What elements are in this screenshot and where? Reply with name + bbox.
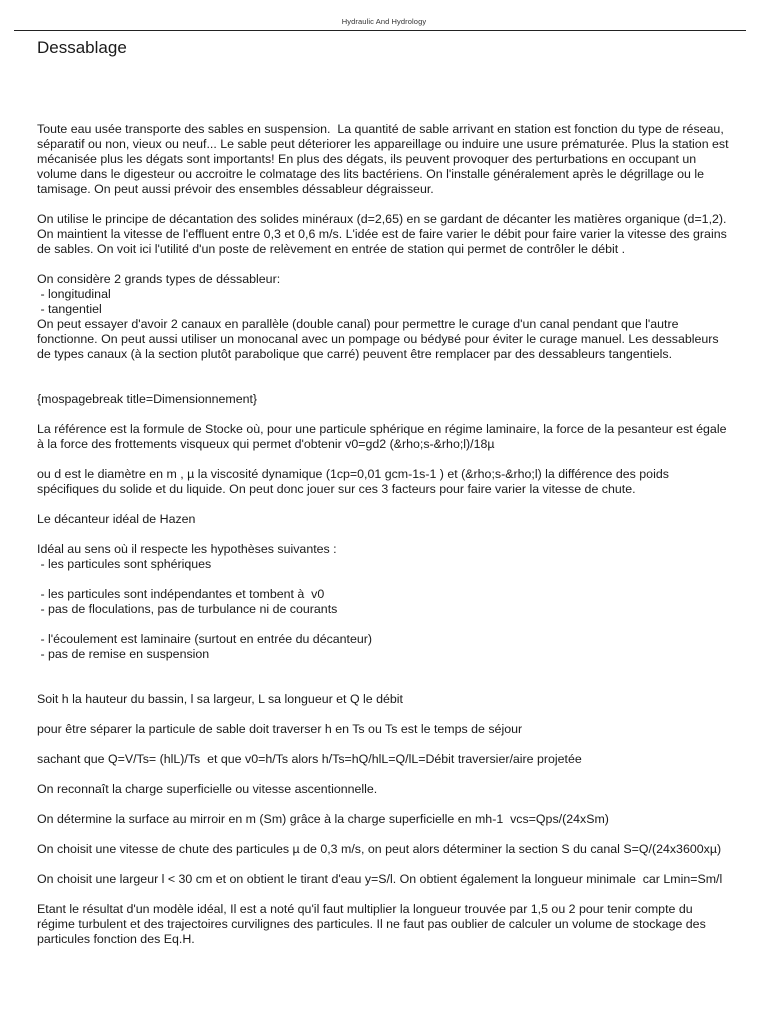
page-title: Dessablage xyxy=(37,38,127,57)
paragraph: - l'écoulement est laminaire (surtout en entrée du décanteur) - pas de remise en suspension xyxy=(40,632,373,661)
paragraph: Le décanteur idéal de Hazen xyxy=(37,512,196,526)
paragraph: ou d est le diamètre en m , µ la viscosité dynamique (1cp=0,01 gcm-1s-1 ) et (&rho;s-&rho;l) la différence des poids spécifiques du solide et du liquide. On peut donc jouer sur ces 3 facteurs pour faire varier la vitesse de chute. xyxy=(37,467,673,496)
paragraph: On détermine la surface au mirroir en m (Sm) grâce à la charge superficielle en mh-1 vcs=Qps/(24xSm) xyxy=(37,812,609,826)
paragraph: - les particules sont indépendantes et tombent à v0 - pas de floculations, pas de turbulance ni de courants xyxy=(40,587,338,616)
paragraph: {mospagebreak title=Dimensionnement} xyxy=(37,392,258,406)
paragraph: Etant le résultat d'un modèle idéal, Il est a noté qu'il faut multiplier la longueur trouvée par 1,5 ou 2 pour tenir compte du régime turbulent et des trajectoires curvilignes des particules. Il ne faut pas oublier de calculer un volume de stockage des particules fonction des Eq.H. xyxy=(37,902,710,946)
paragraph: On choisit une largeur l < 30 cm et on obtient le tirant d'eau y=S/l. On obtient également la longueur minimale car Lmin=Sm/l xyxy=(37,872,723,886)
paragraph: On utilise le principe de décantation des solides minéraux (d=2,65) en se gardant de décanter les matières organique (d=1,2). On maintient la vitesse de l'effluent entre 0,3 et 0,6 m/s. L'idée est de faire varier le débit pour faire varier la vitesse des grains de sables. On voit ici l'utilité d'un poste de relèvement en entrée de station qui permet de contrôler le débit . xyxy=(37,212,731,256)
paragraph: La référence est la formule de Stocke où, pour une particule sphérique en régime laminaire, la force de la pesanteur est égale à la force des frottements visqueux qui permet d'obtenir v0=gd2 (&rho;s-&rho;l)/18µ xyxy=(37,422,730,451)
header-divider xyxy=(14,30,746,31)
paragraph: On reconnaît la charge superficielle ou vitesse ascentionnelle. xyxy=(37,782,378,796)
paragraph: sachant que Q=V/Ts= (hlL)/Ts et que v0=h/Ts alors h/Ts=hQ/hlL=Q/lL=Débit traversier/aire projetée xyxy=(37,752,582,766)
paragraph: On choisit une vitesse de chute des particules µ de 0,3 m/s, on peut alors déterminer la section S du canal S=Q/(24x3600xµ) xyxy=(37,842,722,856)
paragraph: Toute eau usée transporte des sables en suspension. La quantité de sable arrivant en station est fonction du type de réseau, séparatif ou non, vieux ou neuf... Le sable peut déteriorer les appareillage ou induire une usure prématurée. Plus la station est mécanisée plus les dégats sont importants! En plus des dégats, ils peuvent provoquer des perturbations en occupant un volume dans le digesteur ou accroitre le colmatage des lits bactériens. On l'installe généralement après le dégrillage ou le tamisage. On peut aussi prévoir des ensembles déssableur dégraisseur. xyxy=(37,122,733,196)
paragraph: Soit h la hauteur du bassin, l sa largeur, L sa longueur et Q le débit xyxy=(37,692,403,706)
paragraph: On considère 2 grands types de déssableur: - longitudinal - tangentiel On peut essayer d'avoir 2 canaux en parallèle (double canal) pour permettre le curage d'un canal pendant que l'autre fonctionne. On peut aussi utiliser un monocanal avec un pompage ou bédувé pour éviter le curage manuel. Les dessableurs de types canaux (à la section plutôt parabolique que carré) peuvent être remplacer par des dessableurs tangentiels. xyxy=(37,272,719,361)
paragraph: pour être séparer la particule de sable doit traverser h en Ts ou Ts est le temps de séjour xyxy=(37,722,523,736)
running-header: Hydraulic And Hydrology xyxy=(341,17,427,26)
document-body xyxy=(37,122,731,947)
paragraph: Idéal au sens où il respecte les hypothèses suivantes : - les particules sont sphériques xyxy=(37,542,337,571)
